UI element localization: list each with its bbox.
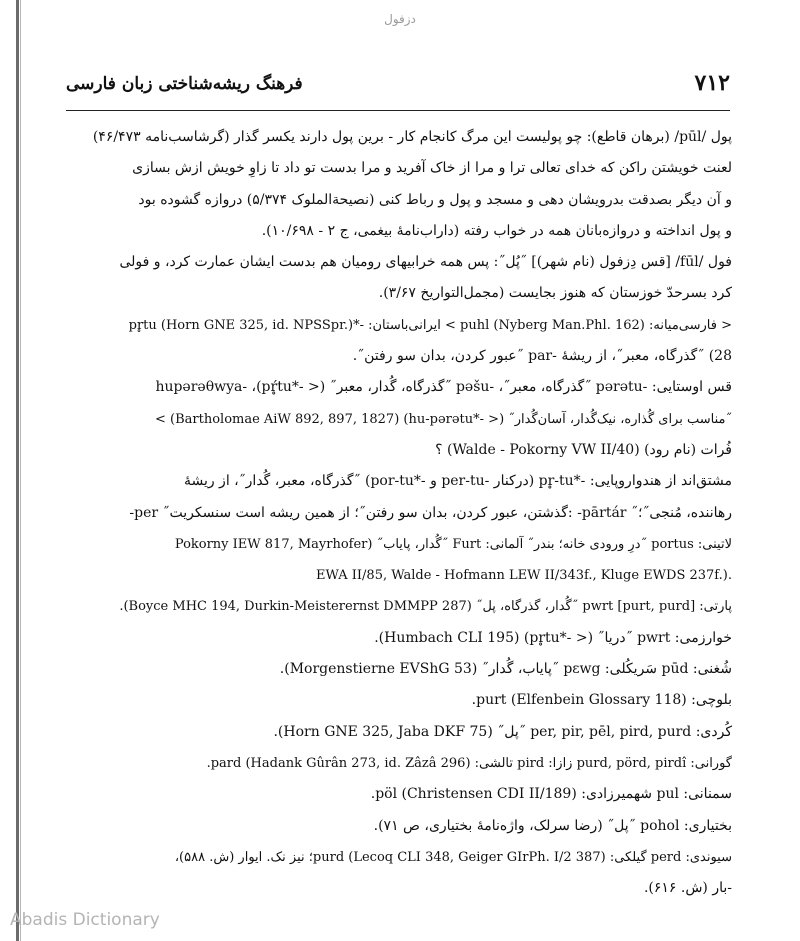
text-line: کُردی: per, pir, pēl, pird, purd ˝پل˝ (Horn GNE 325, Jaba DKF 75).: [273, 723, 732, 740]
page-number: ۷۱۲: [694, 70, 730, 96]
text-line: EWA II/85, Walde - Hofmann LEW II/343f., Kluge EWDS 237f.).: [316, 568, 732, 584]
text-line: سمنانی: pul شهمیرزادی: pöl (Christensen CDI II/189).: [370, 786, 732, 803]
text-line: پارتی: pwrt [purt, purd] ˝گُدار، گذرگاه، پل˝ (Boyce MHC 194, Durkin-Meisterernst DMMPP 287).: [119, 599, 732, 615]
text-line: بلوچی: purt (Elfenbein Glossary 118).: [471, 692, 732, 709]
text-line: قس اوستایی: -pərətu ˝گذرگاه، معبر˝، -pəšu ˝گذرگاه، گُدار، معبر˝ (< -*pŕ̥tu)، -hupərəθwya: [155, 379, 732, 396]
book-title: فرهنگ ریشه‌شناختی زبان فارسی: [66, 74, 303, 94]
page-binding-edge-inner: [20, 0, 21, 941]
text-line: و پول انداخته و دروازه‌بانان همه در خواب رفته (داراب‌نامهٔ بیغمی، ج ۲ - ۱۰/۶۹۸).: [261, 222, 732, 239]
text-line: شُغنی: pūd سَریکُلی: pɛwg ˝پایاب، گُدار˝ (Morgenstierne EVShG 53).: [279, 661, 732, 678]
text-line: مشتق‌اند از هندواروپایی: -*pr̥-tu (درکنار -per-tu و -*por-tu) ˝گذرگاه، معبر، گُدار˝، از ریشهٔ: [183, 473, 732, 490]
text-line: لعنت خویشتن راکن که خدای تعالی ترا و مرا از خاک آفرید و مرا بدست تو داد تا زاوِ خویش ازش بسازی: [132, 160, 732, 177]
entry-headword-label: دزفول: [384, 12, 416, 26]
page-header: [66, 70, 730, 100]
text-line: و آن دیگر بصدقت بدرویشان دهی و مسجد و پول و رباط کنی (نصیحة‌الملوک ۵/۳۷۴) دروازه گشوده بود: [138, 191, 732, 208]
text-line: بختیاری: pohol ˝پل˝ (رضا سرلک، واژه‌نامهٔ بختیاری، ص ۷۱).: [373, 817, 732, 834]
text-line: 28) ˝گذرگاه، معبر˝، از ریشهٔ -par ˝عبور کردن، بدان سو رفتن˝.: [352, 348, 732, 365]
header-divider: [66, 110, 730, 111]
site-watermark: Abadis Dictionary: [10, 910, 160, 930]
dictionary-entry-body: [66, 122, 732, 904]
text-line: ˝مناسب برای گُذاره، نیک‌گُدار، آسان‌گُدار˝ (< -*hu-pərətu) (Bartholomae AiW 892, 897, 1827) >: [154, 411, 732, 427]
text-line: -per ˝گذشتن، عبور کردن، بدان سو رفتن˝؛ از همین ریشه است سنسکریت: -pārtár ˝رهاننده، مُنجی˝؛: [129, 504, 732, 521]
text-line: فُرات (نام رود) (Walde - Pokorny VW II/40) ؟: [435, 441, 732, 458]
text-line: سیوندی: perd گیلکی: purd (Lecoq CLI 348, Geiger GIrPh. I/2 387)؛ نیز نک. ایوار (ش. ۵۸۸)،: [174, 849, 732, 865]
text-line: -بار (ش. ۶۱۶).: [643, 880, 732, 897]
text-line: فول /fūl/ [قس دِزفول (نام شهر)] ˝پُل˝: پس همه خرابیهای رومیان هم بدست ایشان عمارت کرد، و فولی: [119, 254, 732, 271]
text-line: گورانی: purd, pörd, pirdî زازا: pird تالشی: pard (Hadank Gûrân 273, id. Zâzâ 296).: [206, 755, 732, 771]
text-line: لاتینی: portus ˝درِ ورودی خانه؛ بندر˝ آلمانی: Furt ˝گُدار، پایاب˝ (Pokorny IEW 817, Mayrhofer: [174, 536, 732, 552]
text-line: پول /pūl/ (برهان قاطع): چو پولیست این مرگ کانجام کار - برین پول دارند یکسر گذار (گرشاسب‌نامه ۴۶/۴۷۳): [92, 129, 732, 145]
text-line: خوارزمی: pwrt ˝دریا˝ (< -*pr̥tu) (Humbach CLI 195).: [374, 629, 732, 646]
text-line: < فارسی‌میانه: puhl (Nyberg Man.Phl. 162) > ایرانی‌باستان: -*pr̥tu (Horn GNE 325, id. NPSSpr.): [128, 317, 732, 333]
text-line: کرد بسرحدّ خوزستان که هنوز بجایست (مجمل‌التواریخ ۳/۶۷).: [378, 285, 732, 302]
page-binding-edge: [16, 0, 19, 941]
